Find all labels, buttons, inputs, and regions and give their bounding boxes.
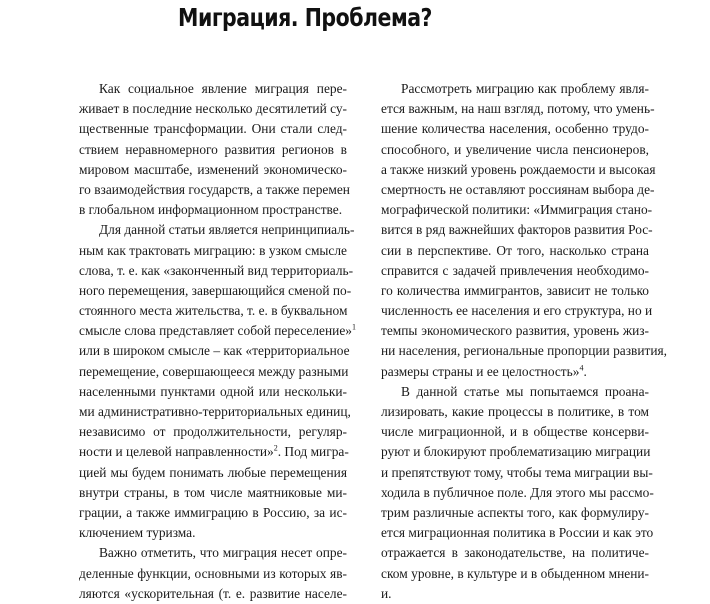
text-line: ляются «ускорительная (т. е. развитие населе- xyxy=(79,585,347,601)
text-line: ключением туризма. xyxy=(79,525,196,541)
text-line: го количества иммигрантов, зависит не только xyxy=(381,282,649,298)
text-line: в глобальном информационном пространстве. xyxy=(79,202,343,218)
text-line: Как социальное явление миграция пере- xyxy=(99,81,347,96)
text-line: грации, а также иммиграцию в Россию, за ис- xyxy=(79,504,347,520)
text-line: темпы экономического развития, уровень жиз- xyxy=(381,323,649,339)
text-line: населенными пунктами одной или нескольки- xyxy=(79,383,347,399)
text-line-with-footnote xyxy=(79,321,356,341)
text-line: ском уровне, в культуре и в обыденном мнени- xyxy=(381,565,649,581)
text-line: шение количества населения, особенно трудо- xyxy=(381,121,649,137)
right-column xyxy=(381,79,668,604)
text-line: ным как трактовать миграцию: в узком смысле xyxy=(79,242,347,258)
text-line: вится в ряд важнейших факторов развития Рос- xyxy=(381,222,653,238)
text-line: ного перемещения, завершающийся сменой по- xyxy=(79,282,352,298)
footnote-marker[interactable]: 1 xyxy=(351,322,356,332)
text-line-body: смысле слова представляет собой переселение» xyxy=(79,323,352,339)
text-line: живает в последние несколько десятилетий су- xyxy=(79,101,348,117)
text-line: ется важным, на наш взгляд, потому, что умень- xyxy=(381,101,655,117)
text-line: В данной статье мы попытаемся проана- xyxy=(401,383,649,399)
text-line: ми административно-территориальных единиц, xyxy=(79,404,351,419)
paragraph xyxy=(79,543,347,604)
text-line: численность ее населения и его структура, но и xyxy=(381,303,653,319)
text-line: или в широком смысле – как «территориальное xyxy=(79,343,350,359)
text-line: стоянного места жительства, т. е. в буквальном xyxy=(79,303,348,319)
text-line: мографической политики: «Иммиграция стано- xyxy=(381,202,653,218)
text-line: Рассмотреть миграцию как проблему явля- xyxy=(401,81,649,96)
text-line: щественные трансформации. Они стали след- xyxy=(79,121,347,137)
text-line: го взаимодействия государств, а также перемен xyxy=(79,181,350,197)
text-line: трим различные аспекты того, как формулиру- xyxy=(381,504,649,520)
text-line-tail: . Под мигра- xyxy=(277,444,349,460)
text-line: лизировать, какие процессы в политике, в том xyxy=(381,404,649,419)
text-line: смертность не оставляют россиянам выбора де- xyxy=(381,181,655,197)
text-line-with-footnote xyxy=(381,362,649,382)
text-line: ется миграционная политика в России и как это xyxy=(381,525,654,541)
text-line: сии в перспективе. От того, насколько страна xyxy=(381,242,649,258)
article-title: Миграция. Проблема? xyxy=(178,3,432,32)
text-line: числе миграционной, и в обществе консерви- xyxy=(381,424,649,440)
text-line xyxy=(79,463,347,483)
text-line: ходила в публичное поле. Для этого мы рассмо- xyxy=(381,484,654,500)
paragraph xyxy=(79,220,356,543)
paragraph xyxy=(381,382,654,604)
text-line: и. xyxy=(381,585,392,601)
text-line-body: мы будем понимать любые перемещения xyxy=(110,464,347,480)
text-line: внутри страны, в том числе маятниковые ми- xyxy=(79,484,347,500)
text-line: мировом масштабе, изменений экономическо- xyxy=(79,161,347,177)
text-line: ни населения, региональные пропорции развития, xyxy=(381,343,668,359)
text-line: а также низкий уровень рождаемости и высокая xyxy=(381,161,656,177)
footnote-marker[interactable]: 2 xyxy=(273,443,278,453)
text-line: и препятствуют тому, чтобы тема миграции вы- xyxy=(381,464,653,480)
left-column xyxy=(79,79,356,604)
text-line: независимо от продолжительности, регуляр- xyxy=(79,424,347,440)
text-line-body: размеры страны и ее целостность» xyxy=(381,363,580,379)
text-line: слова, т. е. как «законченный вид территориаль- xyxy=(79,262,354,278)
text-line: деленные функции, основными из которых яв- xyxy=(79,565,347,581)
text-line-tail: . xyxy=(583,363,587,379)
text-line: отражается в законодательстве, на политиче- xyxy=(381,545,649,561)
paragraph xyxy=(381,79,668,382)
text-line: ствием неравномерного развития регионов в xyxy=(79,141,347,157)
text-line: Важно отметить, что миграция несет опре- xyxy=(99,545,347,561)
text-line: руют и блокируют проблематизацию миграции xyxy=(381,444,651,460)
footnote-marker[interactable]: 4 xyxy=(579,363,584,373)
text-line: справится с задачей привлечения необходимо- xyxy=(381,262,649,278)
text-line: перемещение, совершающееся между разными xyxy=(79,363,349,379)
text-line-body: ности и целевой направленности» xyxy=(79,444,274,460)
text-line-head: цией xyxy=(79,464,107,480)
text-line: способного, и увеличение числа пенсионеров, xyxy=(381,141,649,157)
paragraph xyxy=(79,79,350,220)
text-line: Для данной статьи является непринципиаль- xyxy=(99,222,355,238)
text-line-with-footnote xyxy=(79,442,347,462)
